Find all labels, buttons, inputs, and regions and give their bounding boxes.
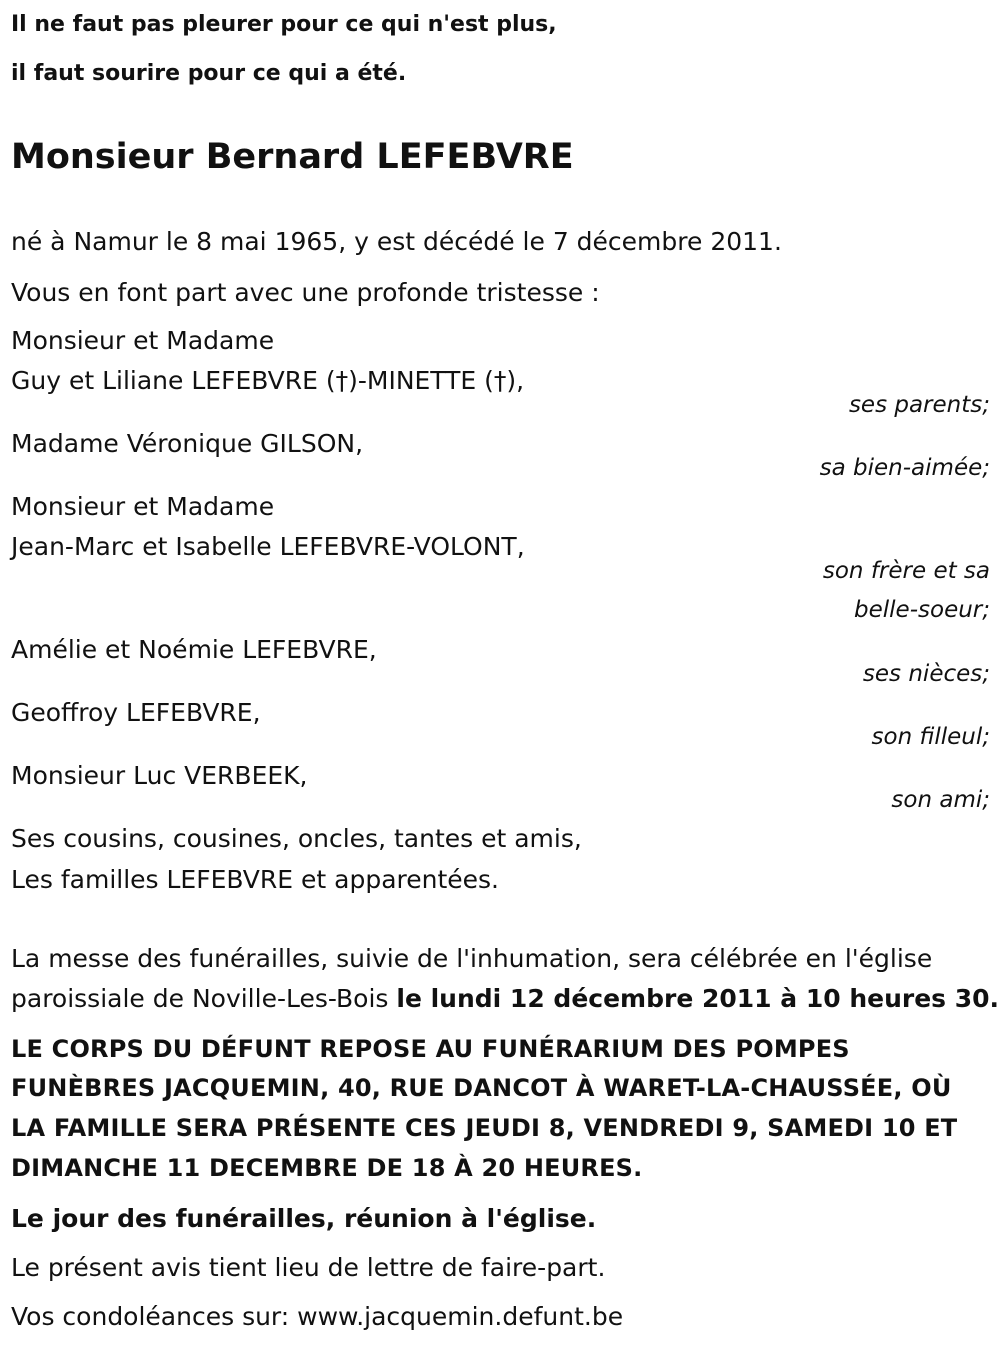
family-brother-line-1: Monsieur et Madame	[11, 492, 275, 521]
relation-partner: sa bien-aimée;	[819, 455, 990, 481]
relation-parents: ses parents;	[848, 392, 990, 418]
relation-brother-line-1: son frère et sa	[822, 558, 990, 584]
notice-statement: Le présent avis tient lieu de lettre de faire-part.	[11, 1253, 606, 1282]
relation-nieces: ses nièces;	[862, 661, 990, 687]
birth-death-statement: né à Namur le 8 mai 1965, y est décédé le 7 décembre 2011.	[11, 227, 782, 256]
family-partner: Madame Véronique GILSON,	[11, 429, 364, 458]
family-godson: Geoffroy LEFEBVRE,	[11, 698, 261, 727]
mass-line-2	[11, 983, 999, 1015]
condolences-link: Vos condoléances sur: www.jacquemin.defunt.be	[11, 1302, 624, 1331]
relation-godson: son filleul;	[871, 724, 990, 750]
relation-friend: son ami;	[891, 787, 990, 813]
epigraph-line-1: Il ne faut pas pleurer pour ce qui n'est plus,	[11, 12, 557, 37]
family-nieces: Amélie et Noémie LEFEBVRE,	[11, 635, 377, 664]
family-parents-line-1: Monsieur et Madame	[11, 326, 275, 355]
funerarium-line-2: FUNÈBRES JACQUEMIN, 40, RUE DANCOT À WARET-LA-CHAUSSÉE, OÙ	[11, 1074, 952, 1102]
others-line-1: Ses cousins, cousines, oncles, tantes et amis,	[11, 824, 582, 853]
mass-date-time: le lundi 12 décembre 2011 à 10 heures 30.	[396, 984, 1000, 1013]
mass-location: paroissiale de Noville-Les-Bois	[11, 984, 397, 1013]
family-brother-line-2: Jean-Marc et Isabelle LEFEBVRE-VOLONT,	[11, 532, 525, 561]
funerarium-line-1: LE CORPS DU DÉFUNT REPOSE AU FUNÉRARIUM DES POMPES	[11, 1035, 850, 1063]
announcement-intro: Vous en font part avec une profonde tristesse :	[11, 278, 600, 307]
deceased-name: Monsieur Bernard LEFEBVRE	[11, 137, 574, 177]
epigraph-line-2: il faut sourire pour ce qui a été.	[11, 61, 407, 86]
funerarium-line-3: LA FAMILLE SERA PRÉSENTE CES JEUDI 8, VENDREDI 9, SAMEDI 10 ET	[11, 1114, 958, 1142]
relation-brother-line-2: belle-soeur;	[854, 597, 990, 623]
mass-line-1: La messe des funérailles, suivie de l'inhumation, sera célébrée en l'église	[11, 944, 933, 973]
funerarium-line-4: DIMANCHE 11 DECEMBRE DE 18 À 20 HEURES.	[11, 1154, 643, 1182]
family-friend: Monsieur Luc VERBEEK,	[11, 761, 308, 790]
church-meeting: Le jour des funérailles, réunion à l'église.	[11, 1204, 597, 1233]
family-parents-line-2: Guy et Liliane LEFEBVRE (†)-MINETTE (†),	[11, 366, 525, 395]
others-line-2: Les familles LEFEBVRE et apparentées.	[11, 865, 500, 894]
